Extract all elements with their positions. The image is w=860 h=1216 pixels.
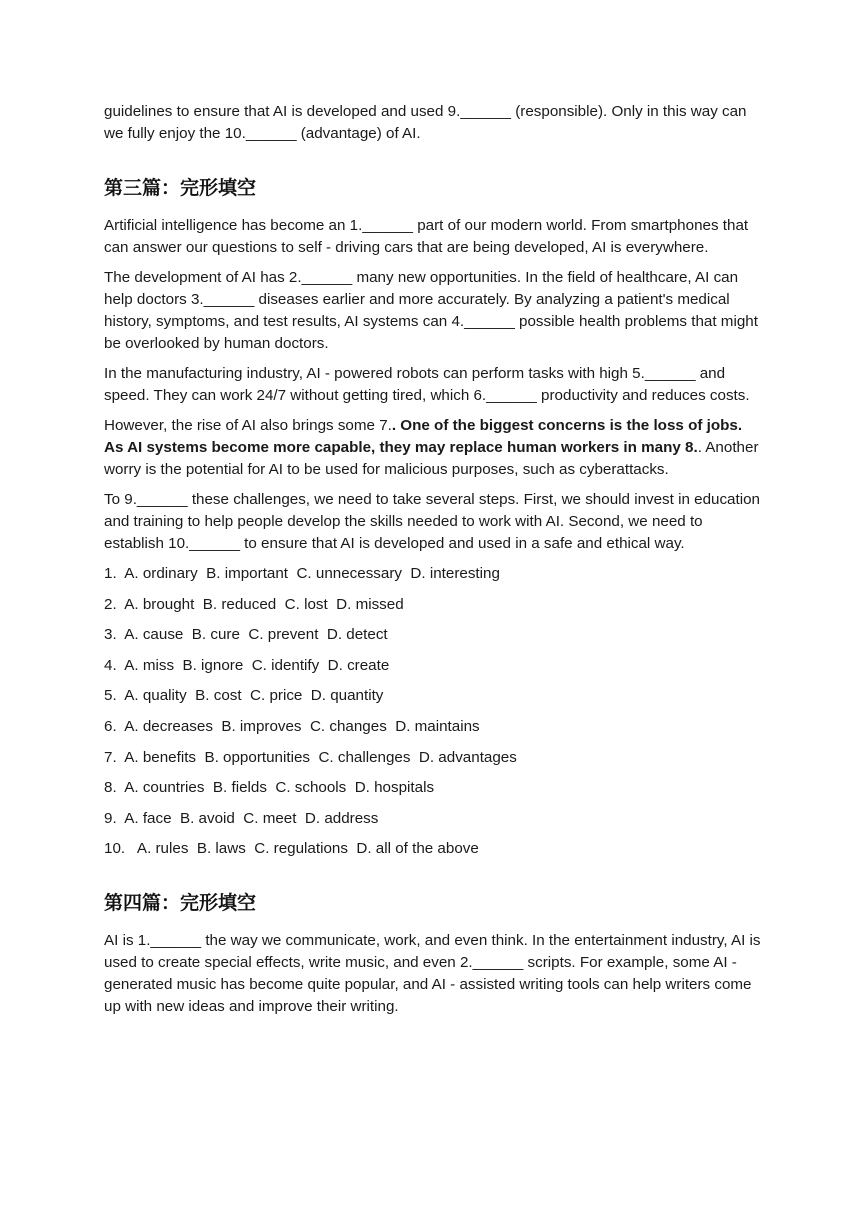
section3-paragraph-5: To 9.______ these challenges, we need to take several steps. First, we should invest in education and training to help people develop the skills needed to work with AI. Second, we need to establish 10.______ to ensure that AI is developed and used in a safe and ethical way.	[104, 491, 760, 552]
document-page	[104, 101, 764, 1018]
option-line: 5. A. quality B. cost C. price D. quantity	[104, 687, 384, 705]
section3-paragraph-4	[104, 415, 764, 481]
section4-heading: 第四篇：完形填空	[104, 892, 257, 915]
section2-tail-paragraph: guidelines to ensure that AI is developed and used 9.______ (responsible). Only in this way can we fully enjoy the 10.______ (advantage) of AI.	[104, 103, 747, 142]
paragraph-4-end: . Another worry is the potential for AI to be used for malicious purposes, such as cyberattacks.	[104, 439, 759, 478]
section3-paragraph-2: The development of AI has 2.______ many new opportunities. In the field of healthcare, AI can help doctors 3.______ diseases earlier and more accurately. By analyzing a patient's medical history, symptoms, and test results, AI systems can 4.______ possible health problems that might be overlooked by human doctors.	[104, 269, 758, 352]
options-list	[104, 563, 764, 860]
option-line: 10. A. rules B. laws C. regulations D. all of the above	[104, 840, 479, 858]
option-line: 6. A. decreases B. improves C. changes D. maintains	[104, 717, 480, 735]
section3-heading: 第三篇：完形填空	[104, 177, 257, 199]
option-line: 9. A. face B. avoid C. meet D. address	[104, 809, 379, 827]
option-line: 3. A. cause B. cure C. prevent D. detect	[104, 626, 388, 644]
paragraph-4-start: However, the rise of AI also brings some 7.	[104, 417, 392, 434]
section3-paragraph-1: Artificial intelligence has become an 1.______ part of our modern world. From smartphones that can answer our questions to self - driving cars that are being developed, AI is everywhere.	[104, 217, 749, 256]
section4-paragraph-1: AI is 1.______ the way we communicate, work, and even think. In the entertainment industry, AI is used to create special effects, write music, and even 2.______ scripts. For example, some AI - generated music has become quite popular, and AI - assisted writing tools can help writers come up with new ideas and improve their writing.	[104, 932, 761, 1016]
option-line: 4. A. miss B. ignore C. identify D. create	[104, 656, 390, 674]
option-line: 7. A. benefits B. opportunities C. challenges D. advantages	[104, 748, 517, 766]
section3-paragraph-3: In the manufacturing industry, AI - powered robots can perform tasks with high 5.______ and speed. They can work 24/7 without getting tired, which 6.______ productivity and reduces costs.	[104, 365, 750, 404]
option-line: 1. A. ordinary B. important C. unnecessary D. interesting	[104, 565, 500, 582]
paragraph-4-bold: . One of the biggest concerns is the loss of jobs. As AI systems become more capable, they may replace human workers in many 8.	[104, 417, 743, 456]
option-line: 2. A. brought B. reduced C. lost D. missed	[104, 595, 404, 613]
option-line: 8. A. countries B. fields C. schools D. hospitals	[104, 779, 435, 797]
